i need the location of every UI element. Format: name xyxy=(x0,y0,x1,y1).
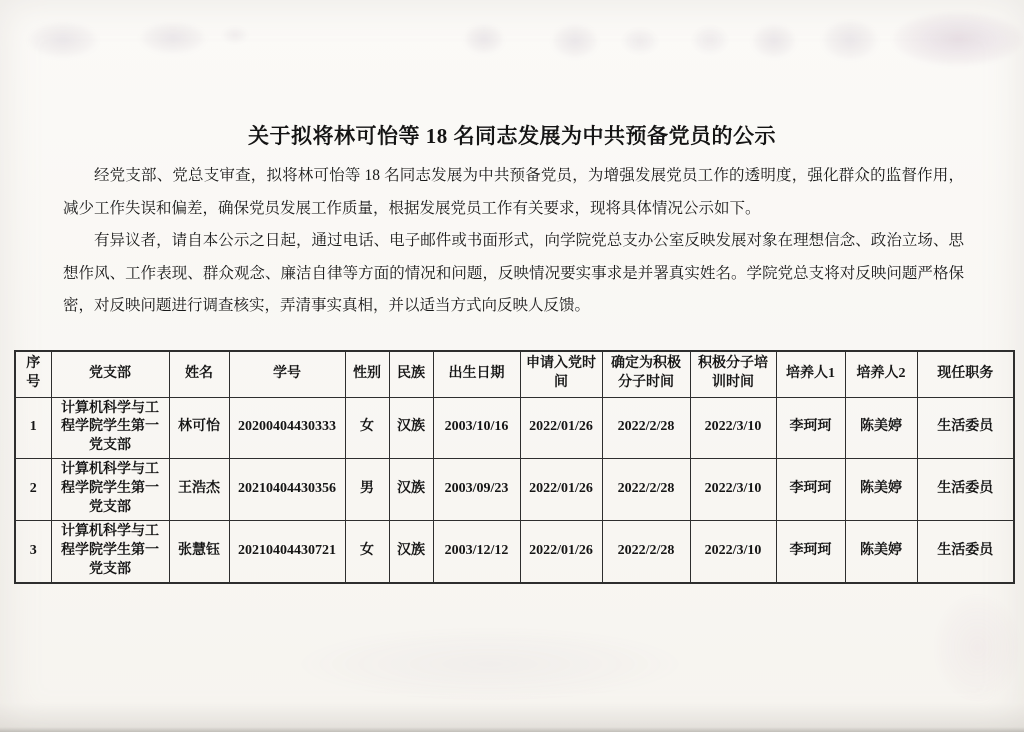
header-training-date: 积极分子培训时间 xyxy=(690,351,776,397)
header-branch: 党支部 xyxy=(51,351,169,397)
cell-mentor-1: 李珂珂 xyxy=(776,459,845,521)
cell-name: 王浩杰 xyxy=(169,459,229,521)
page-bottom-shadow xyxy=(0,727,1024,732)
header-apply-date: 申请入党时间 xyxy=(520,351,602,397)
scan-smudge xyxy=(752,24,796,58)
cell-ethnicity: 汉族 xyxy=(389,520,433,582)
scan-smudge xyxy=(552,24,598,58)
table-row xyxy=(15,397,1014,459)
scan-smudge xyxy=(893,12,1023,66)
cell-gender: 男 xyxy=(345,459,389,521)
cell-activist-date: 2022/2/28 xyxy=(602,520,690,582)
cell-branch: 计算机科学与工程学院学生第一党支部 xyxy=(51,397,169,459)
cell-gender: 女 xyxy=(345,520,389,582)
notice-body xyxy=(63,160,964,323)
header-birth-date: 出生日期 xyxy=(433,351,520,397)
scan-smudge xyxy=(300,628,680,700)
scan-smudge xyxy=(222,27,248,43)
cell-training-date: 2022/3/10 xyxy=(690,459,776,521)
table-body xyxy=(15,397,1014,583)
table-row xyxy=(15,459,1014,521)
cell-activist-date: 2022/2/28 xyxy=(602,459,690,521)
header-mentor-1: 培养人1 xyxy=(776,351,845,397)
header-row xyxy=(15,351,1014,397)
scan-smudge xyxy=(692,26,728,54)
cell-birth-date: 2003/10/16 xyxy=(433,397,520,459)
header-student-id: 学号 xyxy=(229,351,345,397)
cell-activist-date: 2022/2/28 xyxy=(602,397,690,459)
cell-seq: 1 xyxy=(15,397,51,459)
scan-smudge xyxy=(464,24,504,54)
scan-smudge xyxy=(822,20,878,60)
header-current-duty: 现任职务 xyxy=(917,351,1014,397)
table-row xyxy=(15,520,1014,582)
cell-birth-date: 2003/12/12 xyxy=(433,520,520,582)
page-title: 关于拟将林可怡等 18 名同志发展为中共预备党员的公示 xyxy=(248,124,776,148)
cell-current-duty: 生活委员 xyxy=(917,520,1014,582)
cell-training-date: 2022/3/10 xyxy=(690,397,776,459)
cell-apply-date: 2022/01/26 xyxy=(520,520,602,582)
header-seq: 序号 xyxy=(15,351,51,397)
cell-name: 林可怡 xyxy=(169,397,229,459)
cell-ethnicity: 汉族 xyxy=(389,459,433,521)
cell-current-duty: 生活委员 xyxy=(917,397,1014,459)
cell-gender: 女 xyxy=(345,397,389,459)
cell-mentor-2: 陈美婷 xyxy=(845,459,917,521)
table-header xyxy=(15,351,1014,397)
cell-apply-date: 2022/01/26 xyxy=(520,397,602,459)
cell-student-id: 20200404430333 xyxy=(229,397,345,459)
scan-smudge xyxy=(140,22,206,54)
header-name: 姓名 xyxy=(169,351,229,397)
cell-branch: 计算机科学与工程学院学生第一党支部 xyxy=(51,520,169,582)
cell-seq: 3 xyxy=(15,520,51,582)
cell-name: 张慧钰 xyxy=(169,520,229,582)
cell-current-duty: 生活委员 xyxy=(917,459,1014,521)
cell-student-id: 20210404430721 xyxy=(229,520,345,582)
cell-mentor-2: 陈美婷 xyxy=(845,520,917,582)
cell-student-id: 20210404430356 xyxy=(229,459,345,521)
header-activist-date: 确定为积极分子时间 xyxy=(602,351,690,397)
cell-ethnicity: 汉族 xyxy=(389,397,433,459)
cell-birth-date: 2003/09/23 xyxy=(433,459,520,521)
scan-smudge xyxy=(622,28,658,54)
scan-smudge xyxy=(28,22,98,58)
notice-paragraph-1: 经党支部、党总支审查，拟将林可怡等 18 名同志发展为中共预备党员，为增强发展党员工作的透明度，强化群众的监督作用，减少工作失误和偏差，确保党员发展工作质量，根据发展党员工作有关要求，现将具体情况公示如下。 xyxy=(63,167,964,217)
cell-seq: 2 xyxy=(15,459,51,521)
header-ethnicity: 民族 xyxy=(389,351,433,397)
candidates-table xyxy=(14,350,1015,584)
header-gender: 性别 xyxy=(345,351,389,397)
notice-paragraph-2: 有异议者，请自本公示之日起，通过电话、电子邮件或书面形式，向学院党总支办公室反映发展对象在理想信念、政治立场、思想作风、工作表现、群众观念、廉洁自律等方面的情况和问题，反映情况要实事求是并署真实姓名。学院党总支将对反映问题严格保密，对反映问题进行调查核实，弄清事实真相，并以适当方式向反映人反馈。 xyxy=(63,232,964,314)
cell-branch: 计算机科学与工程学院学生第一党支部 xyxy=(51,459,169,521)
cell-apply-date: 2022/01/26 xyxy=(520,459,602,521)
cell-mentor-2: 陈美婷 xyxy=(845,397,917,459)
cell-mentor-1: 李珂珂 xyxy=(776,397,845,459)
cell-training-date: 2022/3/10 xyxy=(690,520,776,582)
cell-mentor-1: 李珂珂 xyxy=(776,520,845,582)
header-mentor-2: 培养人2 xyxy=(845,351,917,397)
scan-smudge xyxy=(935,595,1020,700)
